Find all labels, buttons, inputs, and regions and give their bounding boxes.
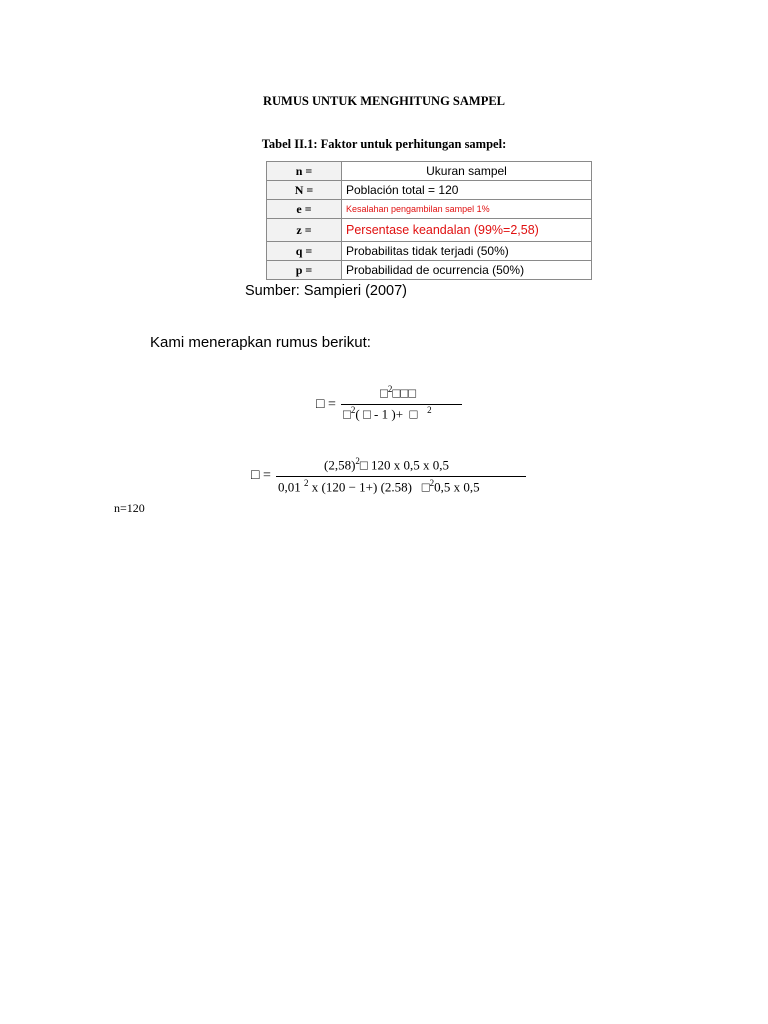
denominator-term: x (120 − 1 xyxy=(308,479,366,495)
formula-numerator xyxy=(324,456,449,473)
numerator-term: (2,58) xyxy=(324,457,356,473)
source-note: Sumber: Sampieri (2007) xyxy=(245,283,407,299)
symbol-cell: n = xyxy=(267,162,342,181)
symbol-cell: N = xyxy=(267,181,342,200)
description-cell: Ukuran sampel xyxy=(342,162,592,181)
numerator-exponent: 2 xyxy=(387,384,393,394)
denominator-term: 0,01 xyxy=(278,479,301,495)
formula-denominator xyxy=(278,478,480,495)
document-title: RUMUS UNTUK MENGHITUNG SAMPEL xyxy=(262,94,506,108)
symbol-cell: z = xyxy=(267,219,342,242)
formula-numerator xyxy=(380,384,416,401)
table-row xyxy=(267,181,592,200)
intro-text: Kami menerapkan rumus berikut: xyxy=(150,334,371,351)
denominator-term: □ xyxy=(343,406,351,422)
formula-lhs: □ = xyxy=(316,397,336,412)
factor-table xyxy=(266,161,592,280)
numerator-term: □ 120 x 0,5 x 0,5 xyxy=(359,457,450,473)
table-row xyxy=(267,242,592,261)
denominator-term: ) (2.58) xyxy=(373,479,413,495)
description-cell: Kesalahan pengambilan sampel 1% xyxy=(342,200,592,219)
plus-sign: + xyxy=(395,406,404,422)
denominator-exponent: 2 xyxy=(304,478,309,488)
description-cell: Población total = 120 xyxy=(342,181,592,200)
denominator-exponent: 2 xyxy=(427,405,432,415)
table-row xyxy=(267,219,592,242)
denominator-exponent: 2 xyxy=(429,478,435,488)
symbol-cell: q = xyxy=(267,242,342,261)
denominator-exponent: 2 xyxy=(350,405,356,415)
description-cell: Persentase keandalan (99%=2,58) xyxy=(342,219,592,242)
plus-sign: + xyxy=(365,479,374,495)
denominator-term: □ xyxy=(409,406,418,422)
numerator-term: □□□ xyxy=(392,385,416,401)
numerator-exponent: 2 xyxy=(355,456,360,466)
denominator-term: □ xyxy=(421,479,430,495)
table-row xyxy=(267,162,592,181)
fraction-line xyxy=(276,476,526,477)
table-row xyxy=(267,200,592,219)
denominator-term: ( □ - 1 ) xyxy=(355,406,396,422)
denominator-term: 0,5 x 0,5 xyxy=(434,479,480,495)
formula-denominator xyxy=(343,405,432,422)
formula-lhs: □ = xyxy=(251,468,271,483)
numerator-term: □ xyxy=(380,385,388,401)
table-caption: Tabel II.1: Faktor untuk perhitungan sampel: xyxy=(261,137,507,151)
table-row xyxy=(267,261,592,280)
symbol-cell: p = xyxy=(267,261,342,280)
result-text: n=120 xyxy=(114,501,145,515)
description-cell: Probabilidad de ocurrencia (50%) xyxy=(342,261,592,280)
symbol-cell: e = xyxy=(267,200,342,219)
description-cell: Probabilitas tidak terjadi (50%) xyxy=(342,242,592,261)
